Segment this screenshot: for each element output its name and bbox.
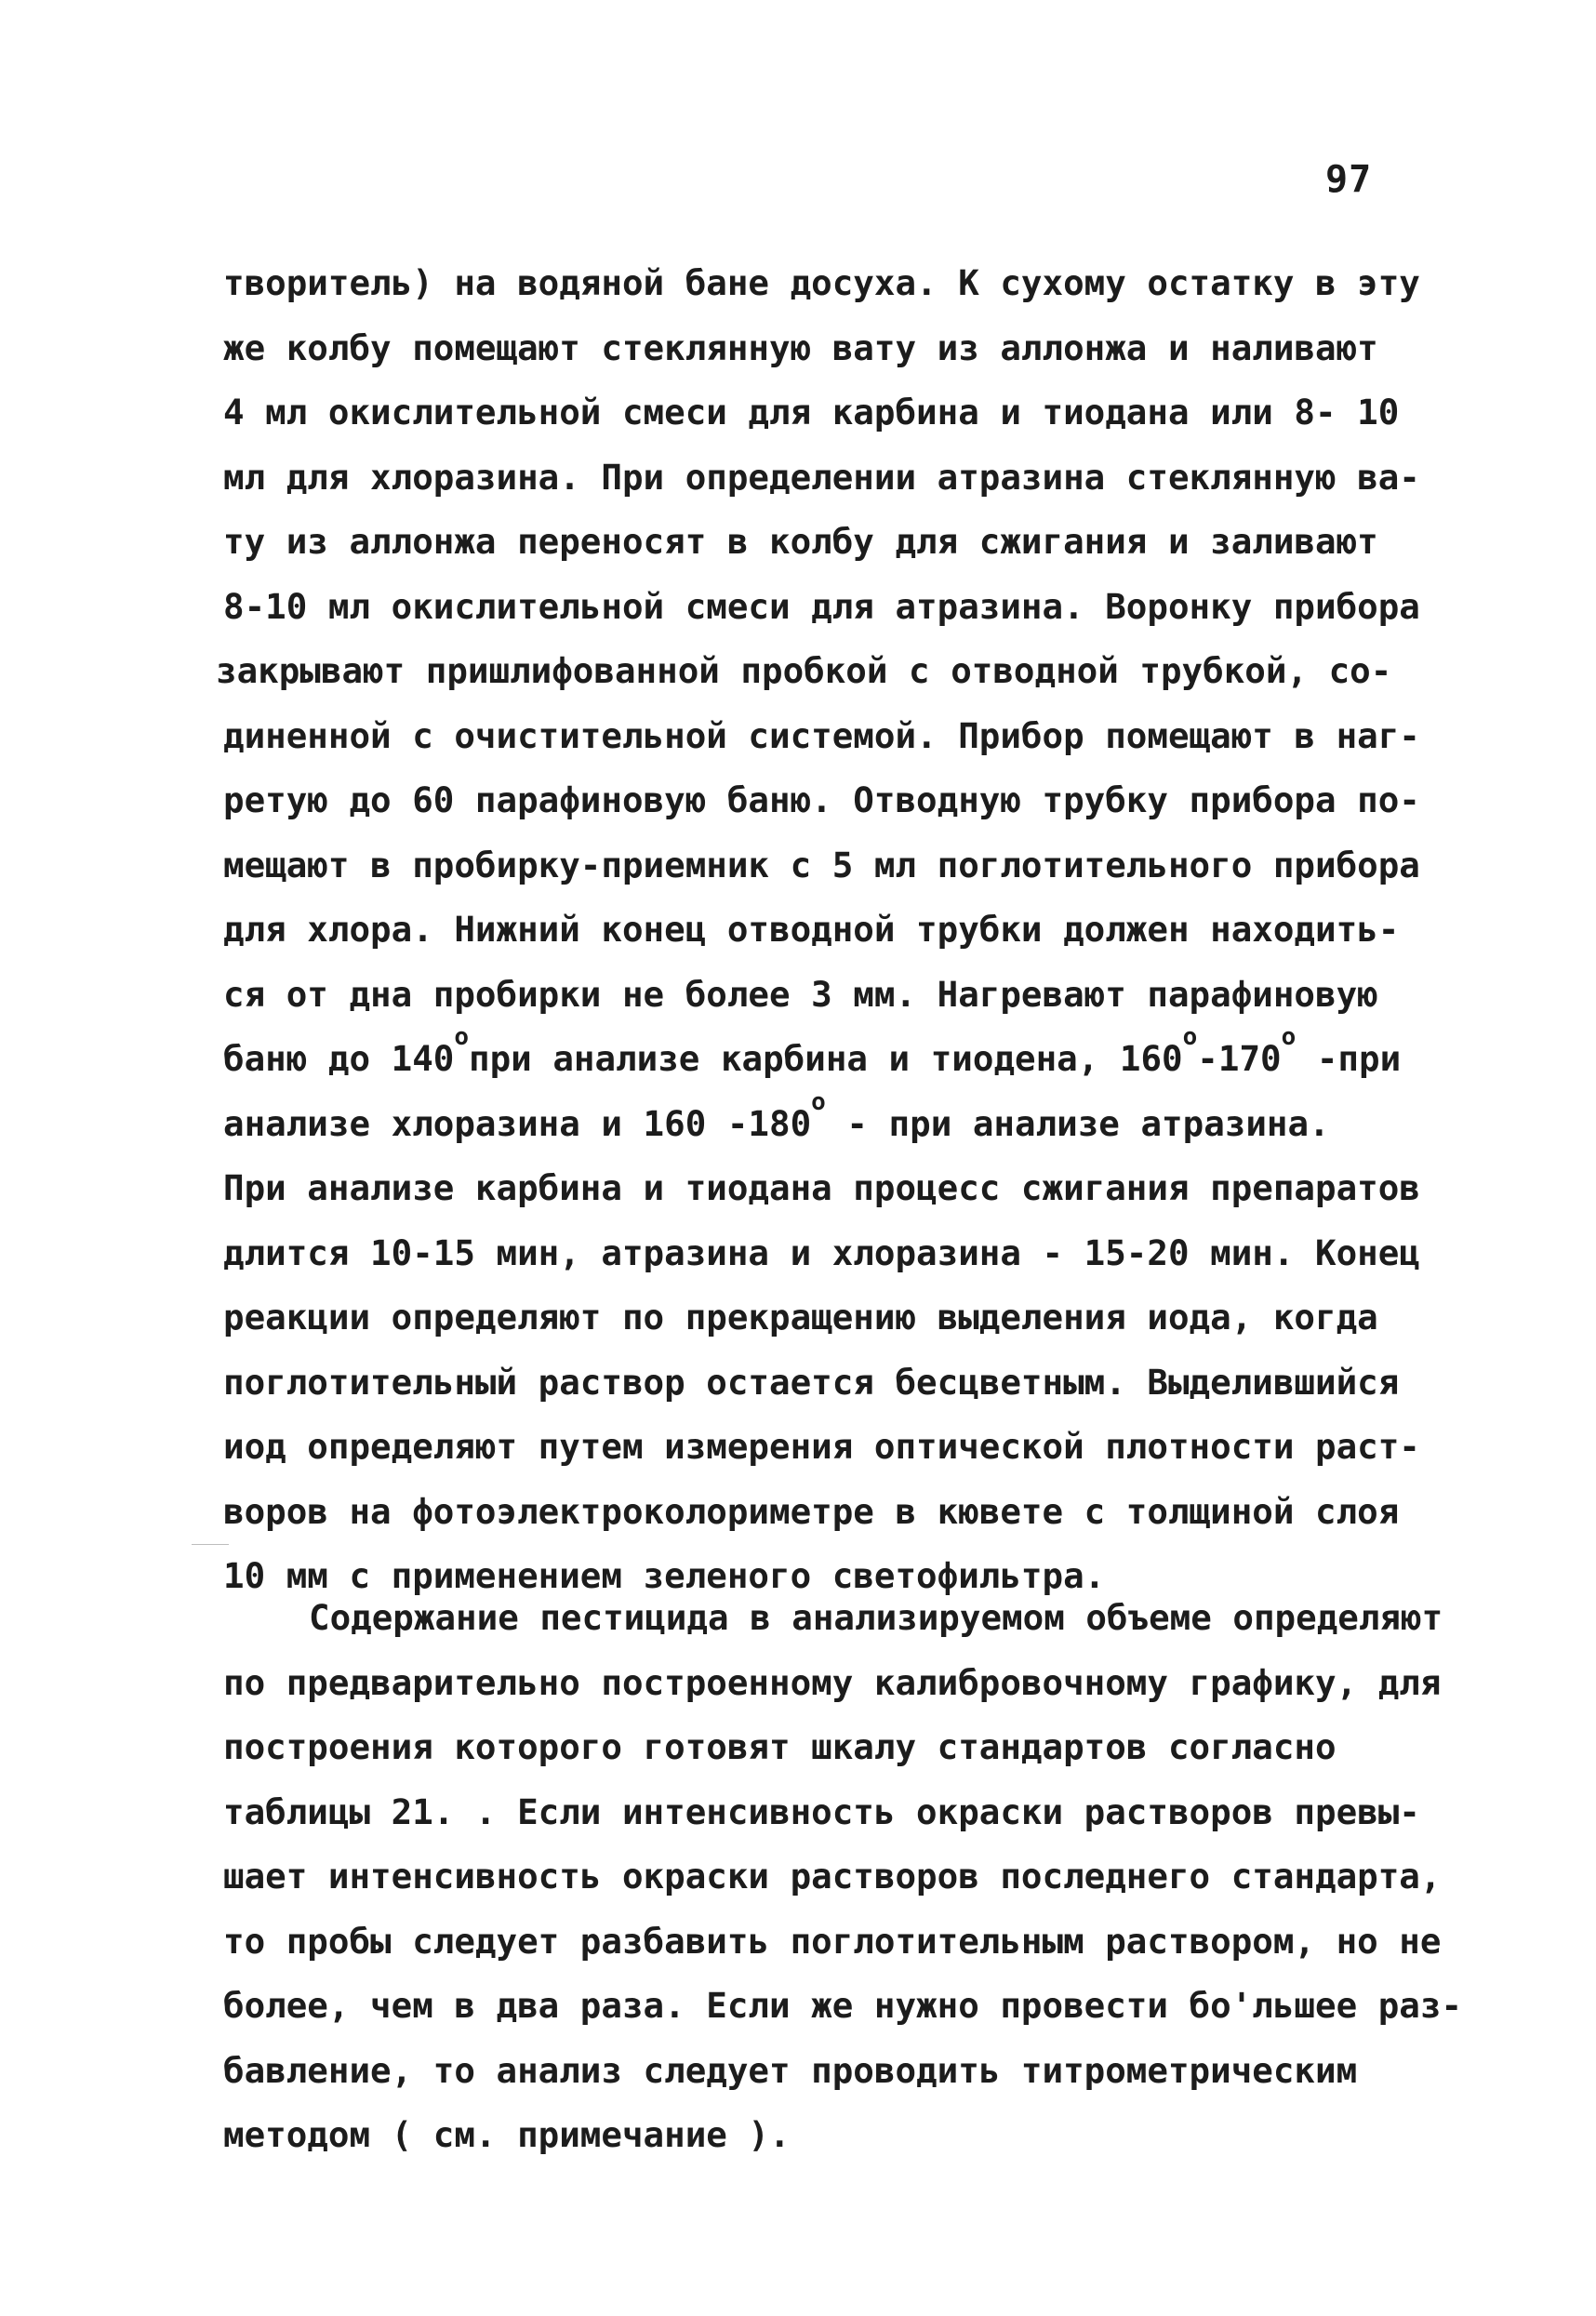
- text-line: иод определяют путем измерения оптической плотности раст-: [223, 1426, 1420, 1467]
- text-line: же колбу помещают стеклянную вату из аллонжа и наливают: [223, 326, 1378, 368]
- text-line: методом ( см. примечание ).: [223, 2114, 791, 2155]
- text-line: по предварительно построенному калибровочному графику, для: [223, 1661, 1442, 1703]
- line-text: при анализе карбина и тиодена, 160: [469, 1038, 1183, 1079]
- text-line: мл для хлоразина. При определении атразина стеклянную ва-: [223, 456, 1420, 498]
- text-line: мещают в пробирку-приемник с 5 мл поглотительного прибора: [223, 844, 1420, 885]
- text-line: 4 мл окислительной смеси для карбина и тиодана или 8- 10: [223, 392, 1400, 433]
- text-line-with-superscripts: [223, 1087, 1395, 1157]
- text-line: закрывают пришлифованной пробкой с отводной трубкой, со-: [216, 650, 1392, 691]
- line-text: - при анализе атразина.: [825, 1102, 1330, 1144]
- text-line: 10 мм с применением зеленого светофильтра.: [223, 1555, 1106, 1596]
- text-line: шает интенсивность окраски растворов последнего стандарта,: [223, 1856, 1442, 1897]
- text-line: диненной с очистительной системой. Прибор помещают в наг-: [223, 714, 1420, 756]
- text-line: для хлора. Нижний конец отводной трубки должен находить-: [223, 909, 1400, 950]
- page-number: 97: [1325, 158, 1373, 201]
- text-line: более, чем в два раза. Если же нужно провести бо'льшее раз-: [223, 1985, 1463, 2026]
- line-text: -170: [1197, 1038, 1282, 1079]
- degree-superscript: о: [454, 1023, 470, 1051]
- text-line: длится 10-15 мин, атразина и хлоразина - 15-20 мин. Конец: [223, 1231, 1420, 1273]
- text-line: то пробы следует разбавить поглотительным раствором, но не: [223, 1920, 1442, 1962]
- paragraph-2: [223, 1586, 1463, 2168]
- text-line: Содержание пестицида в анализируемом объеме определяют: [309, 1597, 1443, 1638]
- text-line: ретую до 60 парафиновую баню. Отводную трубку прибора по-: [223, 779, 1420, 820]
- line-text: баню до 140: [223, 1038, 455, 1079]
- text-line: построения которого готовят шкалу стандартов согласно: [223, 1726, 1337, 1767]
- text-line: творитель) на водяной бане досуха. К сухому остатку в эту: [223, 262, 1420, 303]
- text-line: таблицы 21. . Если интенсивность окраски растворов превы-: [223, 1790, 1420, 1832]
- degree-superscript: о: [811, 1087, 826, 1116]
- text-line-with-superscripts: [223, 1023, 1402, 1092]
- degree-superscript: о: [1182, 1023, 1198, 1051]
- text-line: 8-10 мл окислительной смеси для атразина. Воронку прибора: [223, 585, 1420, 627]
- line-text: -при: [1296, 1038, 1402, 1079]
- text-line: ту из аллонжа переносят в колбу для сжигания и заливают: [223, 521, 1378, 562]
- margin-rule: [192, 1544, 229, 1545]
- text-line: реакции определяют по прекращению выделения иода, когда: [223, 1297, 1378, 1338]
- text-line: ся от дна пробирки не более 3 мм. Нагревают парафиновую: [223, 973, 1378, 1015]
- line-text: анализе хлоразина и 160 -180: [223, 1102, 812, 1144]
- paragraph-1: [216, 251, 1420, 1609]
- text-line: воров на фотоэлектроколориметре в кювете с толщиной слоя: [223, 1490, 1400, 1532]
- degree-superscript: о: [1281, 1023, 1297, 1051]
- text-line: поглотительный раствор остается бесцветным. Выделившийся: [223, 1361, 1400, 1403]
- text-line: При анализе карбина и тиодана процесс сжигания препаратов: [223, 1167, 1420, 1208]
- text-line: бавление, то анализ следует проводить титрометрическим: [223, 2049, 1358, 2091]
